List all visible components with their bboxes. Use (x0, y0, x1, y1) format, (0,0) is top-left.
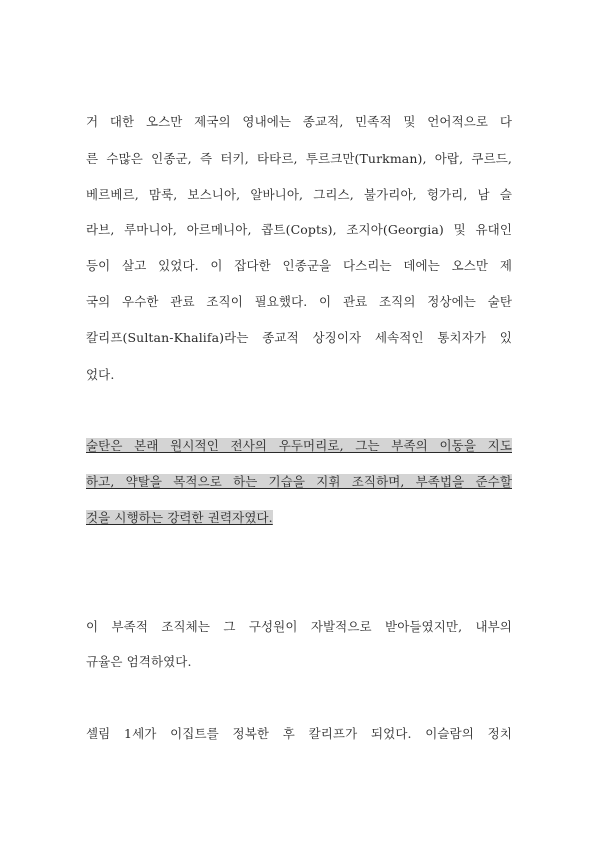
paragraph-1-line-3: 베르베르, 맘룩, 보스니아, 알바니아, 그리스, 불가리아, 헝가리, 남 슬 (86, 187, 512, 202)
paragraph-2-line-3 (86, 510, 512, 526)
paragraph-3-line-2: 규율은 엄격하였다. (86, 654, 192, 669)
paragraph-1-line-5: 등이 살고 있었다. 이 잡다한 인종군을 다스리는 데에는 오스만 제 (86, 258, 512, 273)
highlighted-text: 하고, 약탈을 목적으로 하는 기습을 지휘 조직하며, 부족법을 준수할 (86, 474, 512, 489)
paragraph-1-line-6: 국의 우수한 관료 조직이 필요했다. 이 관료 조직의 정상에는 술탄 (86, 294, 512, 309)
highlighted-text: 것을 시행하는 강력한 권력자였다. (86, 510, 273, 525)
highlighted-text: 술탄은 본래 원시적인 전사의 우두머리로, 그는 부족의 이동을 지도 (86, 438, 512, 453)
paragraph-1-line-8: 었다. (86, 367, 115, 382)
paragraph-2-line-2 (86, 474, 512, 490)
paragraph-1-line-4: 라브, 루마니아, 아르메니아, 콥트(Copts), 조지아(Georgia) 및 유대인 (86, 222, 512, 237)
paragraph-2-line-1 (86, 438, 512, 454)
paragraph-3-line-1: 이 부족적 조직체는 그 구성원이 자발적으로 받아들였지만, 내부의 (86, 619, 512, 634)
paragraph-1-line-7: 칼리프(Sultan-Khalifa)라는 종교적 상징이자 세속적인 통치자가 있 (86, 330, 512, 345)
paragraph-4-line-1: 셀림 1세가 이집트를 정복한 후 칼리프가 되었다. 이슬람의 정치 (86, 726, 512, 741)
paragraph-1-line-1: 거 대한 오스만 제국의 영내에는 종교적, 민족적 및 언어적으로 다 (86, 114, 512, 129)
paragraph-1-line-2: 른 수많은 인종군, 즉 터키, 타타르, 투르크만(Turkman), 아랍, 쿠르드, (86, 151, 512, 166)
